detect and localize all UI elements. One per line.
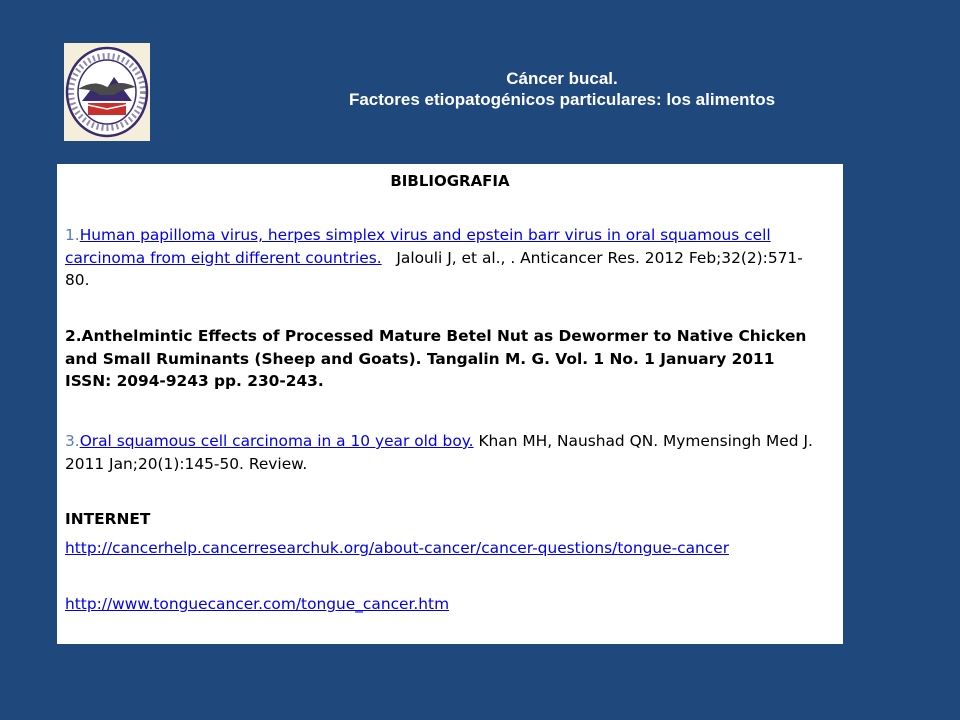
reference-3 — [65, 430, 825, 475]
title-line-1: Cáncer bucal. — [506, 69, 618, 88]
internet-link-2[interactable]: http://www.tonguecancer.com/tongue_cancer.htm — [65, 595, 450, 613]
university-seal-icon — [64, 43, 150, 141]
internet-link-1[interactable]: http://cancerhelp.cancerresearchuk.org/about-cancer/cancer-questions/tongue-cancer — [65, 539, 730, 557]
bibliography-heading: BIBLIOGRAFIA — [390, 172, 510, 190]
reference-1 — [65, 224, 825, 292]
university-logo — [64, 43, 150, 141]
reference-number: 1. — [65, 226, 80, 244]
reference-1-citation: Jalouli J, et al., . Anticancer Res. 2012 Feb;32(2):571-80. — [65, 248, 803, 289]
slide-title — [200, 68, 924, 110]
reference-3-citation: Khan MH, Naushad QN. Mymensingh Med J. 2011 Jan;20(1):145-50. Review. — [65, 432, 813, 473]
reference-1-link[interactable]: Human papilloma virus, herpes simplex virus and epstein barr virus in oral squamous cell carcinoma from eight different countries. — [65, 226, 771, 267]
title-line-2: Factores etiopatogénicos particulares: los alimentos — [348, 90, 776, 109]
reference-number: 3. — [65, 432, 80, 450]
bibliography-panel — [57, 164, 843, 644]
reference-2: 2.Anthelmintic Effects of Processed Mature Betel Nut as Dewormer to Native Chicken and Small Ruminants (Sheep and Goats). Tangalin M. G. Vol. 1 No. 1 January 2011 ISSN: 2094-9243 pp. 230-243. — [65, 327, 807, 390]
reference-3-link[interactable]: Oral squamous cell carcinoma in a 10 year old boy. — [79, 432, 474, 450]
internet-heading: INTERNET — [65, 510, 151, 528]
